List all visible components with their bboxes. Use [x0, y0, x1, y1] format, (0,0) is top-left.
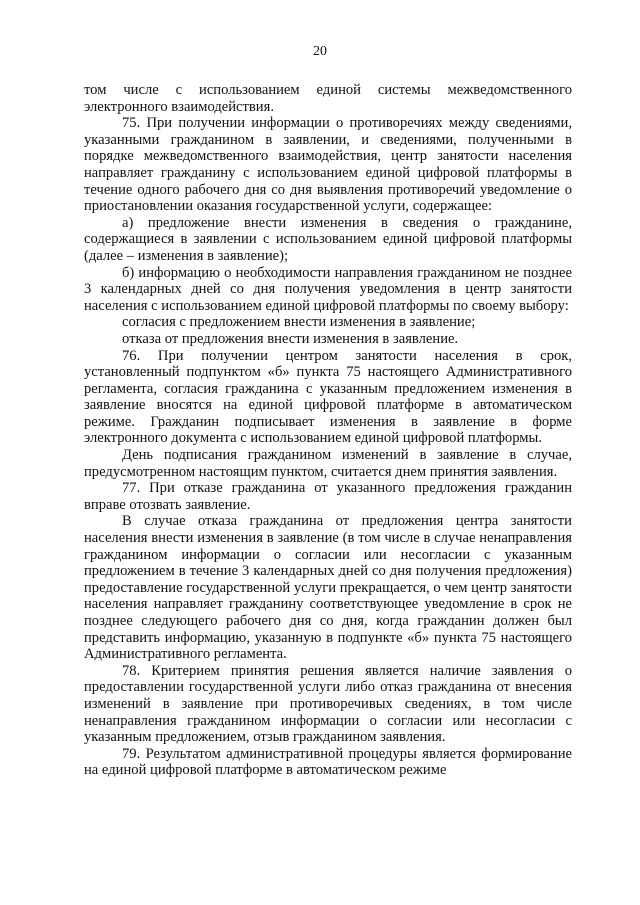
paragraph-75-option-consent: согласия с предложением внести изменения в заявление;: [122, 314, 476, 331]
paragraph-79: 79. Результатом административной процедуры является формирование на единой цифровой платформе в автоматическом режиме: [84, 745, 572, 779]
paragraph-75-item-a: а) предложение внести изменения в сведения о гражданине, содержащиеся в заявлении с использованием единой цифровой платформы (далее – изменения в заявление);: [84, 214, 572, 264]
paragraph-continuation: том числе с использованием единой системы межведомственного электронного взаимодействия.: [84, 82, 572, 115]
page-number: 20: [313, 44, 327, 59]
paragraph-77: 77. При отказе гражданина от указанного предложения гражданин вправе отозвать заявление.: [84, 480, 572, 513]
paragraph-75-option-refusal: отказа от предложения внести изменения в заявление.: [122, 330, 459, 347]
paragraph-78: 78. Критерием принятия решения является наличие заявления о предоставлении государственной услуги либо отказ гражданина от внесения изменений в заявление при противоречивых сведениях, в том числе ненаправления гражданином информации о согласии или несогласии с указанным предложением, отзыв гражданином заявления.: [84, 662, 572, 746]
paragraph-77-refusal-case: В случае отказа гражданина от предложения центра занятости населения внести изменения в заявление (в том числе в случае ненаправления гражданином информации о согласии или несогласии с указанным предложением в течение 3 календарных дней со дня получения предложения) предоставление государственной услуги прекращается, о чем центр занятости населения направляет гражданину соответствующее уведомление в срок не позднее следующего рабочего дня со дня, когда гражданин должен был представить информацию, указанную в подпункте «б» пункта 75 настоящего Административного регламента.: [84, 513, 572, 663]
document-body: [84, 82, 572, 779]
paragraph-75-item-b: б) информацию о необходимости направления гражданином не позднее 3 календарных дней со дня получения уведомления в центр занятости населения с использованием единой цифровой платформы по своему выбору:: [84, 264, 572, 314]
paragraph-75: 75. При получении информации о противоречиях между сведениями, указанными гражданином в заявлении, и сведениями, полученными в порядке межведомственного взаимодействия, центр занятости населения направляет гражданину с использованием единой цифровой платформы в течение одного рабочего дня со дня выявления противоречий уведомление о приостановлении оказания государственной услуги, содержащее:: [84, 115, 572, 215]
paragraph-76-signing-day: День подписания гражданином изменений в заявление в случае, предусмотренном настоящим пунктом, считается днем принятия заявления.: [84, 447, 572, 480]
paragraph-76: 76. При получении центром занятости населения в срок, установленный подпунктом «б» пункта 75 настоящего Административного регламента, согласия гражданина с указанным предложением изменения в заявление вносятся на единой цифровой платформе в автоматическом режиме. Гражданин подписывает изменения в заявление в форме электронного документа с использованием единой цифровой платформы.: [84, 347, 572, 447]
